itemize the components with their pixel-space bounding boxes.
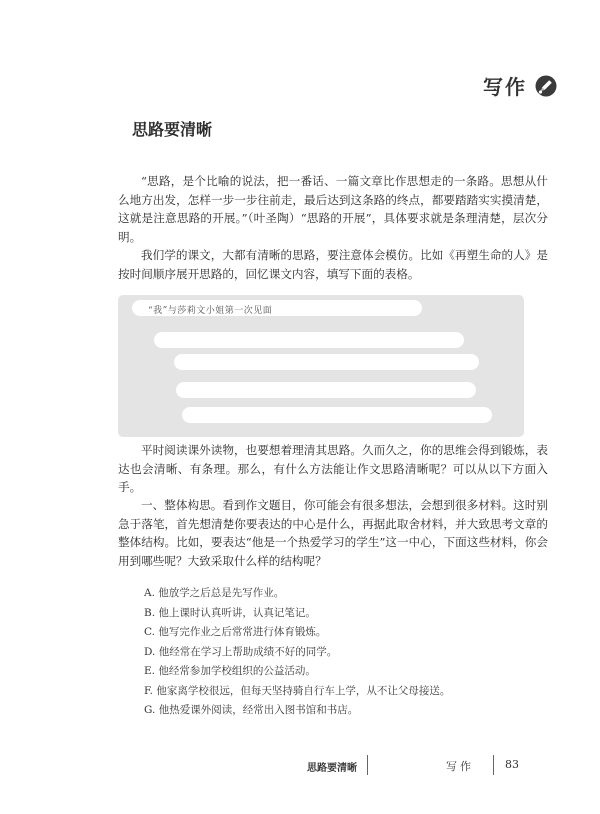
section-header (483, 71, 557, 100)
lesson-title: 思路要清晰 (132, 120, 213, 139)
option-c: C. 他写完作业之后常常进行体育锻炼。 (144, 626, 327, 638)
footer-section: 写作 (446, 760, 474, 773)
reading-paragraph: 平时阅读课外读物，也要想着理清其思路。久而久之，你的思维会得到锻炼，表达也会清晰、有条理。那么，有什么方法能让作文思路清晰呢？可以从以下方面入手。 (118, 443, 548, 495)
page-footer (0, 755, 600, 779)
footer-divider (367, 755, 368, 775)
table-row (176, 382, 476, 398)
method-paragraph: 一、整体构思。看到作文题目，你可能会有很多想法，会想到很多材料。这时别急于落笔，首先想清楚你要表达的中心是什么，再据此取舍材料，并大致思考文章的整体结构。比如，要表达“他是一个热爱学习的学生”这一中心，下面这些材料，你会用到哪些呢？大致采取什么样的结构呢？ (118, 498, 548, 568)
option-b: B. 他上课时认真听讲，认真记笔记。 (144, 606, 316, 619)
table-row (154, 332, 464, 348)
table-row (174, 354, 479, 370)
intro-paragraph: “思路，是个比喻的说法，把一番话、一篇文章比作思想走的一条路。思想从什么地方出发，怎样一步一步往前走，最后达到这条路的终点，都要踏踏实实摸清楚，这就是注意思路的开展。”（叶圣陶）“思路的开展”，具体要求就是条理清楚，层次分明。 (118, 174, 548, 244)
option-d: D. 他经常在学习上帮助成绩不好的同学。 (144, 645, 338, 658)
option-f: F. 他家离学校很远，但每天坚持骑自行车上学，从不让父母接送。 (144, 684, 451, 697)
page-number: 83 (505, 758, 519, 771)
table-row (182, 407, 492, 423)
pencil-circle-icon (535, 75, 557, 97)
option-a: A. 他放学之后总是先写作业。 (144, 587, 285, 599)
footer-divider (493, 755, 494, 775)
example-paragraph: 我们学的课文，大都有清晰的思路，要注意体会模仿。比如《再塑生命的人》是按时间顺序展开思路的，回忆课文内容，填写下面的表格。 (118, 248, 548, 281)
section-title: 写作 (483, 75, 527, 99)
material-options (144, 584, 450, 721)
option-g: G. 他热爱课外阅读，经常出入图书馆和书店。 (144, 704, 359, 716)
table-row-text: “我”与莎莉文小姐第一次见面 (148, 306, 273, 316)
fill-in-table (118, 295, 524, 437)
footer-title: 思路要清晰 (307, 763, 357, 774)
option-e: E. 他经常参加学校组织的公益活动。 (144, 665, 316, 677)
